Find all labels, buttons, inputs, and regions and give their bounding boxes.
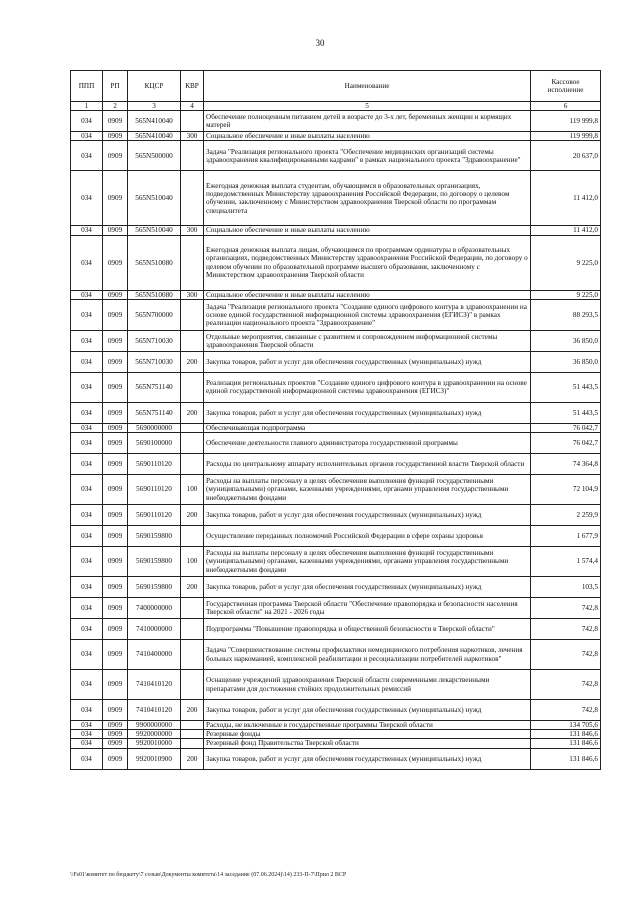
cell-kcsr: 5690110120 bbox=[128, 454, 181, 475]
cell-amount: 9 225,0 bbox=[531, 290, 601, 299]
cell-ppp: 034 bbox=[71, 111, 103, 132]
cell-name: Закупка товаров, работ и услуг для обеспечения государственных (муниципальных) нужд bbox=[204, 402, 531, 423]
table-row bbox=[71, 505, 601, 526]
cell-kcsr: 9920010000 bbox=[128, 739, 181, 748]
cell-name: Расходы, не включенные в государственные программы Тверской области bbox=[204, 721, 531, 730]
table-row bbox=[71, 141, 601, 171]
cell-name: Закупка товаров, работ и услуг для обеспечения государственных (муниципальных) нужд bbox=[204, 748, 531, 769]
cell-rp: 0909 bbox=[103, 640, 128, 670]
cell-amount: 11 412,0 bbox=[531, 226, 601, 235]
cell-ppp: 034 bbox=[71, 700, 103, 721]
table-row bbox=[71, 351, 601, 372]
column-number-row bbox=[71, 102, 601, 111]
table-row bbox=[71, 330, 601, 351]
cell-kcsr: 565N510040 bbox=[128, 171, 181, 226]
cell-amount: 36 850,0 bbox=[531, 330, 601, 351]
cell-kvr bbox=[181, 739, 204, 748]
cell-amount: 742,8 bbox=[531, 640, 601, 670]
header-kcsr: КЦСР bbox=[128, 71, 181, 102]
cell-ppp: 034 bbox=[71, 330, 103, 351]
cell-name: Ежегодная денежная выплата студентам, обучающимся в образовательных организациях, подведомственных Министерству здравоохранения Российской Федерации, по договору о целевом обучении, заключенному с Министерством здравоохранения Тверской области по программам специалитета bbox=[204, 171, 531, 226]
cell-rp: 0909 bbox=[103, 748, 128, 769]
cell-kvr bbox=[181, 670, 204, 700]
cell-kcsr: 9900000000 bbox=[128, 721, 181, 730]
table-header-row bbox=[71, 71, 601, 102]
cell-name: Социальное обеспечение и иные выплаты населению bbox=[204, 132, 531, 141]
cell-kcsr: 565N510080 bbox=[128, 290, 181, 299]
cell-kvr: 100 bbox=[181, 547, 204, 577]
cell-ppp: 034 bbox=[71, 721, 103, 730]
cell-kvr bbox=[181, 372, 204, 402]
cell-amount: 72 104,9 bbox=[531, 475, 601, 505]
cell-kcsr: 565N700000 bbox=[128, 299, 181, 330]
cell-rp: 0909 bbox=[103, 132, 128, 141]
table-row bbox=[71, 475, 601, 505]
cell-ppp: 034 bbox=[71, 141, 103, 171]
header-name: Наименование bbox=[204, 71, 531, 102]
cell-kvr: 300 bbox=[181, 290, 204, 299]
cell-rp: 0909 bbox=[103, 290, 128, 299]
cell-kvr: 200 bbox=[181, 577, 204, 598]
cell-ppp: 034 bbox=[71, 475, 103, 505]
cell-kvr bbox=[181, 111, 204, 132]
cell-rp: 0909 bbox=[103, 402, 128, 423]
cell-kvr bbox=[181, 730, 204, 739]
cell-kcsr: 7400000000 bbox=[128, 598, 181, 619]
cell-rp: 0909 bbox=[103, 372, 128, 402]
cell-name: Расходы на выплаты персоналу в целях обеспечения выполнения функций государственными (муниципальными) органами, казенными учреждениями, органами управления государственными внебюджетными фондами bbox=[204, 475, 531, 505]
cell-kcsr: 9920000000 bbox=[128, 730, 181, 739]
cell-rp: 0909 bbox=[103, 730, 128, 739]
cell-name: Задача "Реализация регионального проекта "Обеспечение медицинских организаций системы здравоохранения квалифицированными кадрами" в рамках национального проекта "Здравоохранение" bbox=[204, 141, 531, 171]
table-row bbox=[71, 226, 601, 235]
cell-name: Обеспечение деятельности главного администратора государственной программы bbox=[204, 433, 531, 454]
cell-kcsr: 7410410120 bbox=[128, 700, 181, 721]
cell-ppp: 034 bbox=[71, 226, 103, 235]
cell-name: Ежегодная денежная выплата лицам, обучающимся по программам ординатуры в образовательных организациях, подведомственных Министерству здравоохранения Российской Федерации, по договору о целевом обучении по образовательной программе высшего образования, заключенному с Министерством здравоохранения Тверской области bbox=[204, 235, 531, 290]
cell-name: Закупка товаров, работ и услуг для обеспечения государственных (муниципальных) нужд bbox=[204, 577, 531, 598]
cell-kcsr: 7410000000 bbox=[128, 619, 181, 640]
cell-rp: 0909 bbox=[103, 619, 128, 640]
cell-amount: 103,5 bbox=[531, 577, 601, 598]
cell-kcsr: 565N410040 bbox=[128, 111, 181, 132]
cell-ppp: 034 bbox=[71, 132, 103, 141]
cell-amount: 742,8 bbox=[531, 598, 601, 619]
table-row bbox=[71, 598, 601, 619]
cell-amount: 76 042,7 bbox=[531, 423, 601, 432]
cell-rp: 0909 bbox=[103, 700, 128, 721]
cell-kcsr: 5690100000 bbox=[128, 433, 181, 454]
cell-kcsr: 565N510040 bbox=[128, 226, 181, 235]
cell-amount: 1 677,9 bbox=[531, 526, 601, 547]
cell-kcsr: 5690159800 bbox=[128, 577, 181, 598]
cell-kcsr: 7410410120 bbox=[128, 670, 181, 700]
cell-kvr: 300 bbox=[181, 132, 204, 141]
cell-kvr: 200 bbox=[181, 748, 204, 769]
cell-name: Обеспечивающая подпрограмма bbox=[204, 423, 531, 432]
cell-rp: 0909 bbox=[103, 299, 128, 330]
cell-ppp: 034 bbox=[71, 235, 103, 290]
cell-name: Осуществление переданных полномочий Российской Федерации в сфере охраны здоровья bbox=[204, 526, 531, 547]
table-row bbox=[71, 670, 601, 700]
cell-kvr bbox=[181, 454, 204, 475]
page-number: 30 bbox=[315, 38, 325, 48]
cell-kcsr: 565N710030 bbox=[128, 330, 181, 351]
cell-ppp: 034 bbox=[71, 171, 103, 226]
cell-amount: 51 443,5 bbox=[531, 372, 601, 402]
cell-name: Социальное обеспечение и иные выплаты населению bbox=[204, 290, 531, 299]
cell-rp: 0909 bbox=[103, 171, 128, 226]
cell-kcsr: 5690110120 bbox=[128, 505, 181, 526]
cell-kcsr: 565N710030 bbox=[128, 351, 181, 372]
header-ppp: ППП bbox=[71, 71, 103, 102]
table-row bbox=[71, 171, 601, 226]
cell-ppp: 034 bbox=[71, 748, 103, 769]
cell-kvr: 200 bbox=[181, 700, 204, 721]
cell-kcsr: 565N510080 bbox=[128, 235, 181, 290]
cell-ppp: 034 bbox=[71, 433, 103, 454]
cell-kcsr: 565N500000 bbox=[128, 141, 181, 171]
table-row bbox=[71, 619, 601, 640]
table-row bbox=[71, 111, 601, 132]
budget-execution-table bbox=[70, 70, 601, 770]
cell-ppp: 034 bbox=[71, 730, 103, 739]
table-row bbox=[71, 640, 601, 670]
cell-amount: 51 443,5 bbox=[531, 402, 601, 423]
cell-ppp: 034 bbox=[71, 547, 103, 577]
table-row bbox=[71, 748, 601, 769]
cell-kvr: 100 bbox=[181, 475, 204, 505]
cell-rp: 0909 bbox=[103, 739, 128, 748]
cell-rp: 0909 bbox=[103, 423, 128, 432]
cell-ppp: 034 bbox=[71, 402, 103, 423]
table-row bbox=[71, 433, 601, 454]
cell-name: Подпрограмма "Повышение правопорядка и общественной безопасности в Тверской области" bbox=[204, 619, 531, 640]
cell-name: Отдельные мероприятия, связанные с развитием и сопровождением информационной системы здравоохранения Тверской области bbox=[204, 330, 531, 351]
column-number: 4 bbox=[181, 102, 204, 111]
table-row bbox=[71, 700, 601, 721]
cell-kvr: 300 bbox=[181, 226, 204, 235]
table-row bbox=[71, 372, 601, 402]
cell-ppp: 034 bbox=[71, 290, 103, 299]
cell-rp: 0909 bbox=[103, 670, 128, 700]
cell-amount: 119 999,8 bbox=[531, 132, 601, 141]
cell-amount: 134 705,6 bbox=[531, 721, 601, 730]
cell-amount: 74 364,8 bbox=[531, 454, 601, 475]
cell-kcsr: 7410400000 bbox=[128, 640, 181, 670]
table-row bbox=[71, 235, 601, 290]
cell-kvr bbox=[181, 526, 204, 547]
cell-kvr bbox=[181, 171, 204, 226]
cell-kvr bbox=[181, 141, 204, 171]
cell-name: Закупка товаров, работ и услуг для обеспечения государственных (муниципальных) нужд bbox=[204, 351, 531, 372]
table-row bbox=[71, 454, 601, 475]
cell-ppp: 034 bbox=[71, 423, 103, 432]
table-row bbox=[71, 423, 601, 432]
table-body bbox=[71, 111, 601, 769]
cell-kvr bbox=[181, 433, 204, 454]
cell-ppp: 034 bbox=[71, 372, 103, 402]
cell-rp: 0909 bbox=[103, 598, 128, 619]
cell-kcsr: 5690110120 bbox=[128, 475, 181, 505]
column-number: 6 bbox=[531, 102, 601, 111]
table-row bbox=[71, 577, 601, 598]
cell-name: Социальное обеспечение и иные выплаты населению bbox=[204, 226, 531, 235]
file-path-footer: \\Fs01\комитет по бюджету\7 созыв\Документы комитета\14 заседание (07.06.2024)\14) 233-П-7\Прил 2 ВСР bbox=[70, 872, 347, 878]
cell-amount: 9 225,0 bbox=[531, 235, 601, 290]
cell-rp: 0909 bbox=[103, 454, 128, 475]
cell-rp: 0909 bbox=[103, 330, 128, 351]
cell-name: Закупка товаров, работ и услуг для обеспечения государственных (муниципальных) нужд bbox=[204, 505, 531, 526]
cell-rp: 0909 bbox=[103, 433, 128, 454]
cell-kvr bbox=[181, 598, 204, 619]
cell-amount: 88 293,5 bbox=[531, 299, 601, 330]
cell-rp: 0909 bbox=[103, 526, 128, 547]
cell-name: Расходы по центральному аппарату исполнительных органов государственной власти Тверской области bbox=[204, 454, 531, 475]
cell-amount: 36 850,0 bbox=[531, 351, 601, 372]
cell-ppp: 034 bbox=[71, 619, 103, 640]
cell-rp: 0909 bbox=[103, 351, 128, 372]
cell-kcsr: 565N410040 bbox=[128, 132, 181, 141]
cell-kcsr: 5690159800 bbox=[128, 526, 181, 547]
table-row bbox=[71, 290, 601, 299]
cell-rp: 0909 bbox=[103, 577, 128, 598]
cell-amount: 131 846,6 bbox=[531, 748, 601, 769]
table-row bbox=[71, 526, 601, 547]
cell-kvr: 200 bbox=[181, 402, 204, 423]
cell-amount: 76 042,7 bbox=[531, 433, 601, 454]
cell-kcsr: 565N751140 bbox=[128, 402, 181, 423]
cell-kcsr: 9920010900 bbox=[128, 748, 181, 769]
cell-rp: 0909 bbox=[103, 505, 128, 526]
cell-amount: 742,8 bbox=[531, 670, 601, 700]
cell-kvr bbox=[181, 330, 204, 351]
table-row bbox=[71, 730, 601, 739]
cell-amount: 742,8 bbox=[531, 619, 601, 640]
cell-rp: 0909 bbox=[103, 235, 128, 290]
cell-kvr: 200 bbox=[181, 505, 204, 526]
cell-name: Закупка товаров, работ и услуг для обеспечения государственных (муниципальных) нужд bbox=[204, 700, 531, 721]
table-row bbox=[71, 547, 601, 577]
cell-rp: 0909 bbox=[103, 226, 128, 235]
column-number: 5 bbox=[204, 102, 531, 111]
cell-rp: 0909 bbox=[103, 721, 128, 730]
table-row bbox=[71, 739, 601, 748]
cell-name: Реализация региональных проектов "Создание единого цифрового контура в здравоохранении на основе единой государственной информационной системы здравоохранения (ЕГИСЗ)" bbox=[204, 372, 531, 402]
cell-amount: 11 412,0 bbox=[531, 171, 601, 226]
cell-name: Задача "Совершенствование системы профилактики немедицинского потребления наркотиков, лечения больных наркоманией, комплексной реабилитации и ресоциализации потребителей наркотиков" bbox=[204, 640, 531, 670]
cell-ppp: 034 bbox=[71, 598, 103, 619]
cell-amount: 119 999,8 bbox=[531, 111, 601, 132]
column-number: 3 bbox=[128, 102, 181, 111]
cell-name: Резервный фонд Правительства Тверской области bbox=[204, 739, 531, 748]
cell-amount: 20 637,0 bbox=[531, 141, 601, 171]
cell-ppp: 034 bbox=[71, 670, 103, 700]
cell-kvr: 200 bbox=[181, 351, 204, 372]
table-row bbox=[71, 132, 601, 141]
cell-ppp: 034 bbox=[71, 577, 103, 598]
column-number: 1 bbox=[71, 102, 103, 111]
header-kvr: КВР bbox=[181, 71, 204, 102]
cell-name: Задача "Реализация регионального проекта "Создание единого цифрового контура в здравоохранении на основе единой государственной информационной системы здравоохранения (ЕГИСЗ)" в рамках реализации национального проекта "Здравоохранение" bbox=[204, 299, 531, 330]
cell-name: Обеспечение полноценным питанием детей в возрасте до 3-х лет, беременных женщин и кормящих матерей bbox=[204, 111, 531, 132]
cell-amount: 742,8 bbox=[531, 700, 601, 721]
cell-amount: 131 846,6 bbox=[531, 739, 601, 748]
table-row bbox=[71, 721, 601, 730]
cell-rp: 0909 bbox=[103, 141, 128, 171]
cell-name: Расходы на выплаты персоналу в целях обеспечения выполнения функций государственными (муниципальными) органами, казенными учреждениями, органами управления государственными внебюджетными фондами bbox=[204, 547, 531, 577]
cell-kvr bbox=[181, 640, 204, 670]
cell-ppp: 034 bbox=[71, 739, 103, 748]
cell-rp: 0909 bbox=[103, 547, 128, 577]
header-rp: РП bbox=[103, 71, 128, 102]
cell-name: Государственная программа Тверской области "Обеспечение правопорядка и безопасности населения Тверской области" на 2021 - 2026 годы bbox=[204, 598, 531, 619]
cell-ppp: 034 bbox=[71, 299, 103, 330]
cell-kvr bbox=[181, 299, 204, 330]
cell-kcsr: 5690159800 bbox=[128, 547, 181, 577]
cell-name: Оснащение учреждений здравоохранения Тверской области современными лекарственными препаратами для достижения стойких продолжительных ремиссий bbox=[204, 670, 531, 700]
cell-amount: 1 574,4 bbox=[531, 547, 601, 577]
cell-amount: 2 259,9 bbox=[531, 505, 601, 526]
cell-ppp: 034 bbox=[71, 526, 103, 547]
cell-name: Резервные фонды bbox=[204, 730, 531, 739]
cell-rp: 0909 bbox=[103, 111, 128, 132]
cell-kvr bbox=[181, 235, 204, 290]
cell-kcsr: 565N751140 bbox=[128, 372, 181, 402]
cell-kvr bbox=[181, 721, 204, 730]
table-row bbox=[71, 299, 601, 330]
cell-ppp: 034 bbox=[71, 505, 103, 526]
header-amount: Кассовое исполнение bbox=[531, 71, 601, 102]
cell-amount: 131 846,6 bbox=[531, 730, 601, 739]
cell-kcsr: 5690000000 bbox=[128, 423, 181, 432]
cell-rp: 0909 bbox=[103, 475, 128, 505]
cell-ppp: 034 bbox=[71, 640, 103, 670]
cell-ppp: 034 bbox=[71, 454, 103, 475]
table-row bbox=[71, 402, 601, 423]
cell-kvr bbox=[181, 423, 204, 432]
cell-ppp: 034 bbox=[71, 351, 103, 372]
cell-kvr bbox=[181, 619, 204, 640]
column-number: 2 bbox=[103, 102, 128, 111]
